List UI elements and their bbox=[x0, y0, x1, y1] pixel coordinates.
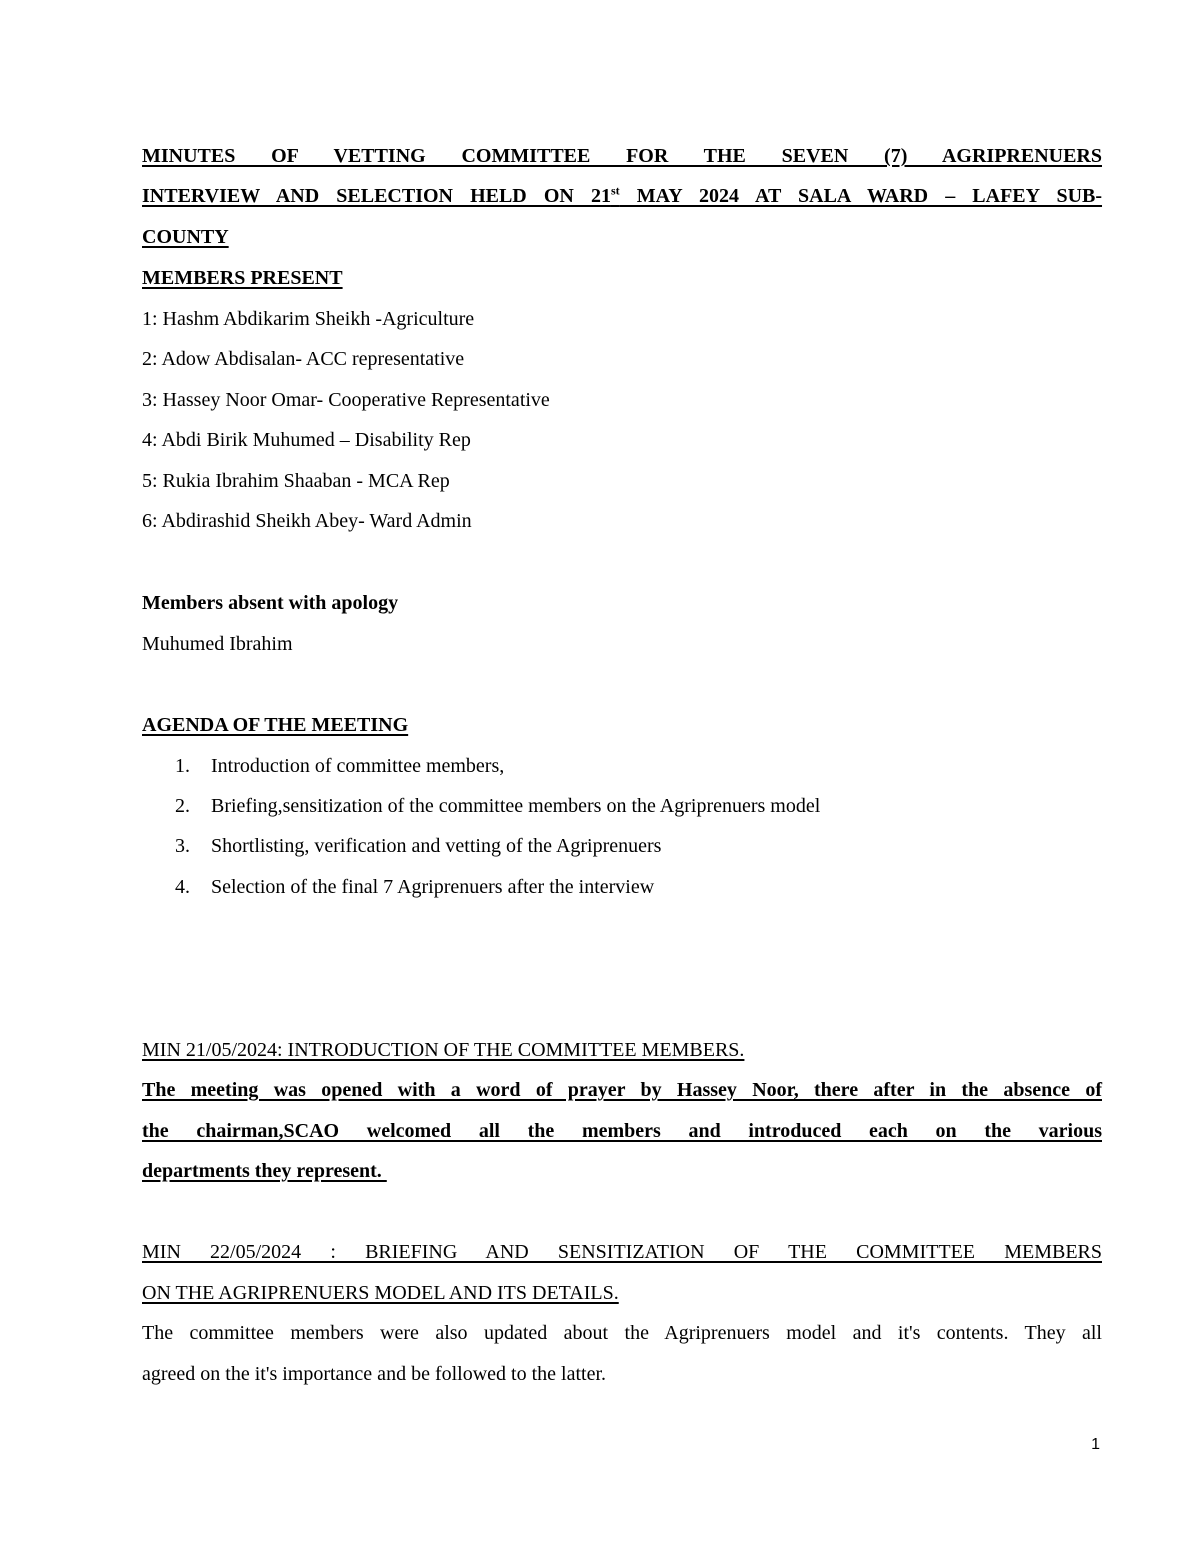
title-line-2 bbox=[142, 184, 1102, 208]
min-2-heading-line-1: MIN 22/05/2024 : BRIEFING AND SENSITIZATION OF THE COMMITTEE MEMBERS bbox=[142, 1241, 1102, 1263]
member-item: 4: Abdi Birik Muhumed – Disability Rep bbox=[142, 429, 471, 451]
agenda-item-text: Shortlisting, verification and vetting of the Agriprenuers bbox=[211, 835, 662, 857]
agenda-item-number: 2. bbox=[175, 795, 190, 817]
title-line-3: COUNTY bbox=[142, 226, 229, 248]
min-1-heading: MIN 21/05/2024: INTRODUCTION OF THE COMMITTEE MEMBERS. bbox=[142, 1039, 745, 1061]
min-1-body-line-1: The meeting was opened with a word of prayer by Hassey Noor, there after in the absence of bbox=[142, 1079, 1102, 1101]
title-line-1: MINUTES OF VETTING COMMITTEE FOR THE SEVEN (7) AGRIPRENUERS bbox=[142, 145, 1102, 167]
min-2-heading-line-2: ON THE AGRIPRENUERS MODEL AND ITS DETAILS. bbox=[142, 1282, 619, 1304]
members-absent-heading: Members absent with apology bbox=[142, 592, 399, 614]
min-1-body-line-3: departments they represent. bbox=[142, 1160, 387, 1182]
absent-member-item: Muhumed Ibrahim bbox=[142, 633, 293, 655]
member-item: 3: Hassey Noor Omar- Cooperative Representative bbox=[142, 389, 550, 411]
title-line-2-sup: st bbox=[610, 183, 620, 198]
agenda-item-number: 3. bbox=[175, 835, 190, 857]
min-2-body-line-1: The committee members were also updated about the Agriprenuers model and it's contents. They all bbox=[142, 1322, 1102, 1344]
member-item: 5: Rukia Ibrahim Shaaban - MCA Rep bbox=[142, 470, 450, 492]
member-item: 1: Hashm Abdikarim Sheikh -Agriculture bbox=[142, 308, 475, 330]
page-number: 1 bbox=[1091, 1436, 1100, 1453]
min-2-body-line-2: agreed on the it's importance and be followed to the latter. bbox=[142, 1363, 607, 1385]
agenda-heading: AGENDA OF THE MEETING bbox=[142, 714, 409, 736]
members-present-heading: MEMBERS PRESENT bbox=[142, 267, 343, 289]
min-1-body-line-2: the chairman,SCAO welcomed all the members and introduced each on the various bbox=[142, 1120, 1102, 1142]
title-line-2-pre: INTERVIEW AND SELECTION HELD ON 21 bbox=[142, 185, 611, 207]
agenda-item-text: Selection of the final 7 Agriprenuers after the interview bbox=[211, 876, 655, 898]
agenda-item-number: 4. bbox=[175, 876, 190, 898]
agenda-item-text: Briefing,sensitization of the committee members on the Agriprenuers model bbox=[211, 795, 821, 817]
title-line-2-post: MAY 2024 AT SALA WARD – LAFEY SUB- bbox=[619, 185, 1103, 207]
agenda-item-text: Introduction of committee members, bbox=[211, 755, 505, 777]
agenda-item-number: 1. bbox=[175, 755, 190, 777]
member-item: 2: Adow Abdisalan- ACC representative bbox=[142, 348, 465, 370]
member-item: 6: Abdirashid Sheikh Abey- Ward Admin bbox=[142, 510, 472, 532]
